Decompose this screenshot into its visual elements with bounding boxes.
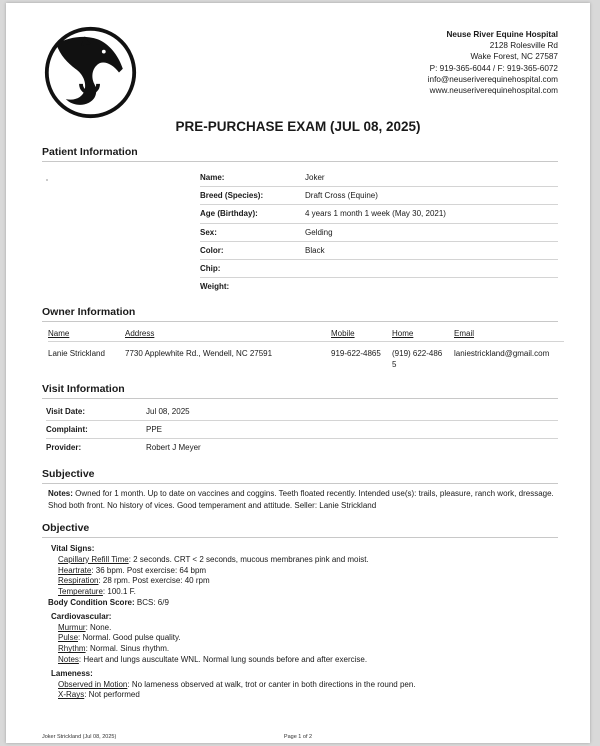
visit-label: Complaint: — [46, 425, 88, 435]
clinic-address-line2: Wake Forest, NC 27587 — [470, 52, 558, 62]
patient-row-breed — [200, 187, 558, 205]
owner-email: laniestrickland@gmail.com — [454, 349, 550, 358]
patient-label: Chip: — [200, 264, 221, 274]
owner-info-table — [48, 329, 564, 370]
patient-row-sex — [200, 224, 558, 242]
cardio-murmur-label: Murmur — [58, 622, 86, 632]
patient-row-weight — [200, 278, 558, 295]
cardio-rhythm — [48, 644, 562, 655]
visit-label: Provider: — [46, 443, 82, 453]
vital-temperature-value: : 100.1 F. — [102, 587, 136, 597]
cardio-notes-label: Notes — [58, 654, 79, 664]
owner-col-address: Address — [125, 329, 155, 338]
patient-value: Draft Cross (Equine) — [305, 191, 378, 201]
vital-heartrate — [48, 566, 562, 577]
owner-info-heading: Owner Information — [42, 306, 558, 322]
patient-row-color — [200, 242, 558, 260]
lameness-motion-value: : No lameness observed at walk, trot or canter in both directions in the round pen. — [127, 679, 416, 689]
patient-value: Gelding — [305, 227, 333, 237]
cardio-pulse-label: Pulse — [58, 633, 79, 643]
owner-table-row — [48, 342, 564, 370]
lameness-motion — [48, 680, 562, 691]
patient-label: Breed (Species): — [200, 191, 264, 201]
patient-row-name — [200, 169, 558, 187]
owner-table-header — [48, 329, 564, 342]
bcs-value: BCS: 6/9 — [134, 597, 169, 607]
body-condition-score — [48, 598, 562, 609]
vital-respiration-value: : 28 rpm. Post exercise: 40 rpm — [98, 576, 210, 586]
owner-address: 7730 Applewhite Rd., Wendell, NC 27591 — [125, 349, 273, 358]
visit-row-date — [46, 403, 558, 421]
owner-col-email: Email — [454, 329, 475, 338]
owner-col-home: Home — [392, 329, 414, 338]
patient-label: Sex: — [200, 227, 217, 237]
decorative-dot — [46, 179, 48, 181]
lameness-xrays — [48, 690, 562, 701]
vital-heartrate-value: : 36 bpm. Post exercise: 64 bpm — [91, 565, 207, 575]
patient-label: Color: — [200, 245, 224, 255]
vital-temperature-label: Temperature — [58, 587, 103, 597]
cardio-rhythm-value: : Normal. Sinus rhythm. — [85, 644, 170, 654]
clinic-address-block — [428, 29, 558, 96]
footer-page-number: Page 1 of 2 — [283, 734, 313, 740]
patient-value: 4 years 1 month 1 week (May 30, 2021) — [305, 209, 446, 219]
vital-crt-label: Capillary Refill Time — [58, 554, 129, 564]
patient-label: Name: — [200, 173, 225, 183]
visit-label: Visit Date: — [46, 407, 85, 417]
vital-respiration — [48, 576, 562, 587]
subjective-notes — [48, 488, 562, 512]
cardio-pulse-value: : Normal. Good pulse quality. — [78, 633, 181, 643]
subjective-notes-text: Owned for 1 month. Up to date on vaccines and coggins. Teeth floated recently. Intended use(s): trails, pleasure, ranch work, dressage. Shod both front. No history of vices. Good temperament and attitude. Seller: Lanie Strickland — [48, 489, 554, 510]
cardio-notes — [48, 655, 562, 666]
clinic-website: www.neuseriverequinehospital.com — [429, 86, 558, 96]
owner-col-name: Name — [48, 329, 70, 338]
objective-content — [48, 544, 562, 701]
clinic-address-line1: 2128 Rolesville Rd — [489, 41, 558, 51]
patient-value: Joker — [305, 173, 325, 183]
lameness-motion-label: Observed in Motion — [58, 679, 128, 689]
subjective-heading: Subjective — [42, 468, 558, 484]
owner-home: (919) 622-4865 — [392, 349, 443, 369]
clinic-email: info@neuseriverequinehospital.com — [427, 74, 558, 84]
patient-label: Weight: — [200, 282, 230, 292]
visit-row-provider — [46, 439, 558, 456]
footer-left: Joker Strickland (Jul 08, 2025) — [42, 734, 117, 740]
cardio-notes-value: : Heart and lungs auscultate WNL. Normal lung sounds before and after exercise. — [78, 654, 368, 664]
vital-crt — [48, 555, 562, 566]
owner-mobile: 919-622-4865 — [331, 349, 381, 358]
visit-value: Jul 08, 2025 — [146, 407, 190, 417]
cardio-pulse — [48, 633, 562, 644]
patient-value: Black — [305, 245, 325, 255]
visit-info-heading: Visit Information — [42, 383, 558, 399]
clinic-name: Neuse River Equine Hospital — [446, 30, 558, 39]
bcs-label: Body Condition Score: — [48, 597, 135, 607]
clinic-phone: P: 919-365-6044 / F: 919-365-6072 — [429, 63, 558, 73]
patient-label: Age (Birthday): — [200, 209, 258, 219]
vital-crt-value: : 2 seconds. CRT < 2 seconds, mucous membranes pink and moist. — [128, 554, 369, 564]
objective-heading: Objective — [42, 522, 558, 538]
visit-value: Robert J Meyer — [146, 443, 201, 453]
cardio-murmur — [48, 623, 562, 634]
cardiovascular-label: Cardiovascular: — [51, 611, 112, 621]
lameness-label: Lameness: — [51, 668, 93, 678]
patient-info-heading: Patient Information — [42, 146, 558, 162]
vital-respiration-label: Respiration — [58, 576, 99, 586]
lameness-xrays-label: X-Rays — [58, 690, 85, 700]
horse-logo-icon — [43, 25, 138, 120]
visit-row-complaint — [46, 421, 558, 439]
visit-info-table — [46, 403, 558, 457]
owner-name: Lanie Strickland — [48, 349, 105, 358]
document-page — [6, 3, 590, 743]
lameness-xrays-value: : Not performed — [84, 690, 140, 700]
vital-heartrate-label: Heartrate — [58, 565, 92, 575]
vital-signs-label: Vital Signs: — [51, 544, 95, 553]
subjective-notes-label: Notes: — [48, 489, 73, 498]
patient-row-chip — [200, 260, 558, 278]
patient-info-table — [200, 169, 558, 295]
cardio-rhythm-label: Rhythm — [58, 644, 86, 654]
cardio-murmur-value: : None. — [85, 622, 112, 632]
vital-temperature — [48, 587, 562, 598]
patient-row-age — [200, 205, 558, 223]
document-title: PRE-PURCHASE EXAM (JUL 08, 2025) — [175, 119, 421, 134]
owner-col-mobile: Mobile — [331, 329, 355, 338]
visit-value: PPE — [146, 425, 163, 435]
